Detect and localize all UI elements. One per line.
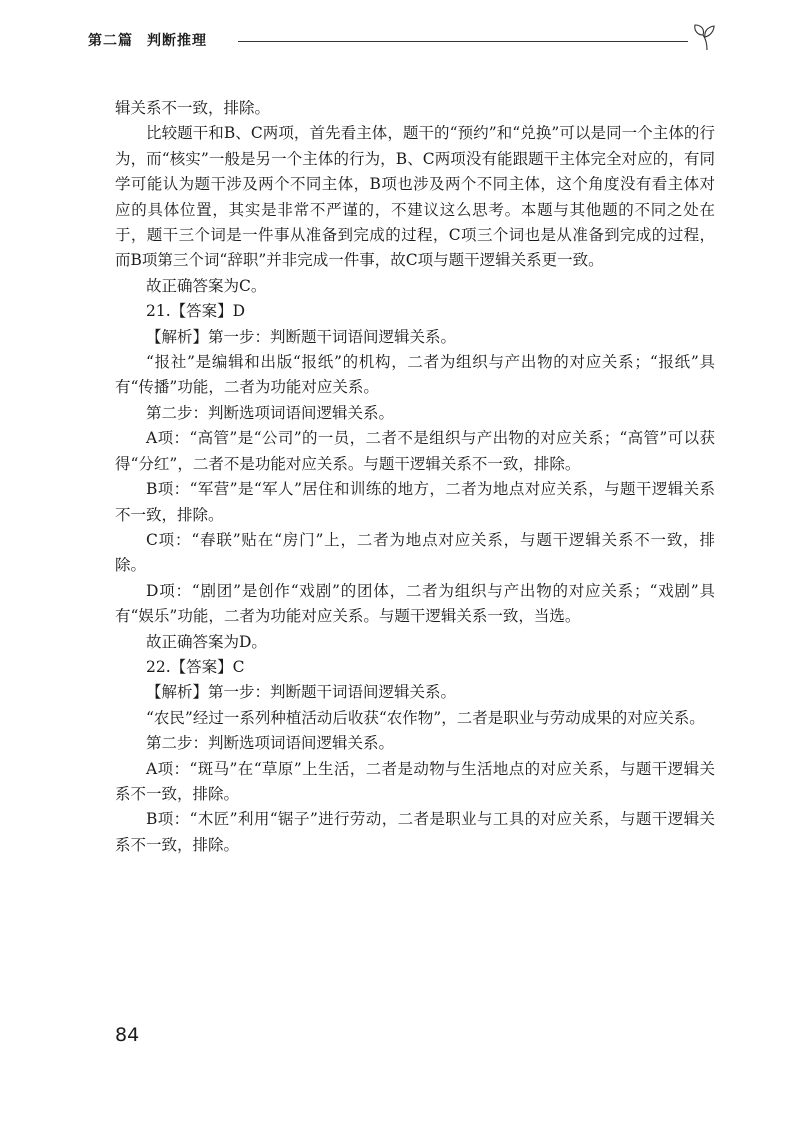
header-rule	[238, 41, 688, 42]
header-title	[88, 30, 207, 50]
paragraph: “农民”经过一系列种植活动后收获“农作物”，二者是职业与劳动成果的对应关系。	[146, 708, 705, 727]
paragraph: 辑关系不一致，排除。	[115, 99, 271, 117]
page-number: 84	[115, 1024, 140, 1046]
paragraph: B项：“军营”是“军人”居住和训练的地方，二者为地点对应关系，与题干逻辑关系不一致，排除。	[115, 480, 715, 524]
header-section: 判断推理	[147, 33, 207, 49]
paragraph: A项：“斑马”在“草原”上生活，二者是动物与生活地点的对应关系，与题干逻辑关系不一致，排除。	[115, 759, 715, 803]
paragraph: 故正确答案为C。	[146, 276, 267, 295]
paragraph: 故正确答案为D。	[146, 632, 267, 651]
sprout-icon	[692, 22, 722, 52]
page-body	[115, 96, 715, 858]
analysis-line: 【解析】第一步：判断题干词语间逻辑关系。	[146, 683, 457, 702]
paragraph: 比较题干和B、C两项，首先看主体，题干的“预约”和“兑换”可以是同一个主体的行为，而“核实”一般是另一个主体的行为，B、C两项没有能跟题干主体完全对应的，有同学可能认为题干涉及两个不同主体，B项也涉及两个不同主体，这个角度没有看主体对应的具体位置，其实是非常不严谨的，不建议这么思考。本题与其他题的不同之处在于，题干三个词是一件事从准备到完成的过程，C项三个词也是从准备到完成的过程，而B项第三个词“辞职”并非完成一件事，故C项与题干逻辑关系更一致。	[115, 124, 715, 270]
answer-line: 22.【答案】C	[146, 657, 245, 676]
header-part: 第二篇	[88, 33, 133, 49]
paragraph: C项：“春联”贴在“房门”上，二者为地点对应关系，与题干逻辑关系不一致，排除。	[115, 530, 715, 575]
paragraph: D项：“剧团”是创作“戏剧”的团体，二者为组织与产出物的对应关系；“戏剧”具有“娱乐”功能，二者为功能对应关系。与题干逻辑关系一致，当选。	[115, 581, 715, 626]
running-header	[88, 22, 728, 56]
paragraph: 第二步：判断选项词语间逻辑关系。	[146, 734, 395, 753]
paragraph: A项：“高管”是“公司”的一员，二者不是组织与产出物的对应关系；“高管”可以获得“分红”，二者不是功能对应关系。与题干逻辑关系不一致，排除。	[115, 429, 715, 473]
analysis-line: 【解析】第一步：判断题干词语间逻辑关系。	[146, 327, 457, 346]
answer-line: 21.【答案】D	[146, 302, 246, 321]
paragraph: B项：“木匠”利用“锯子”进行劳动，二者是职业与工具的对应关系，与题干逻辑关系不一致，排除。	[115, 810, 715, 854]
paragraph: 第二步：判断选项词语间逻辑关系。	[146, 403, 395, 422]
paragraph: “报社”是编辑和出版“报纸”的机构，二者为组织与产出物的对应关系；“报纸”具有“传播”功能，二者为功能对应关系。	[115, 353, 715, 397]
